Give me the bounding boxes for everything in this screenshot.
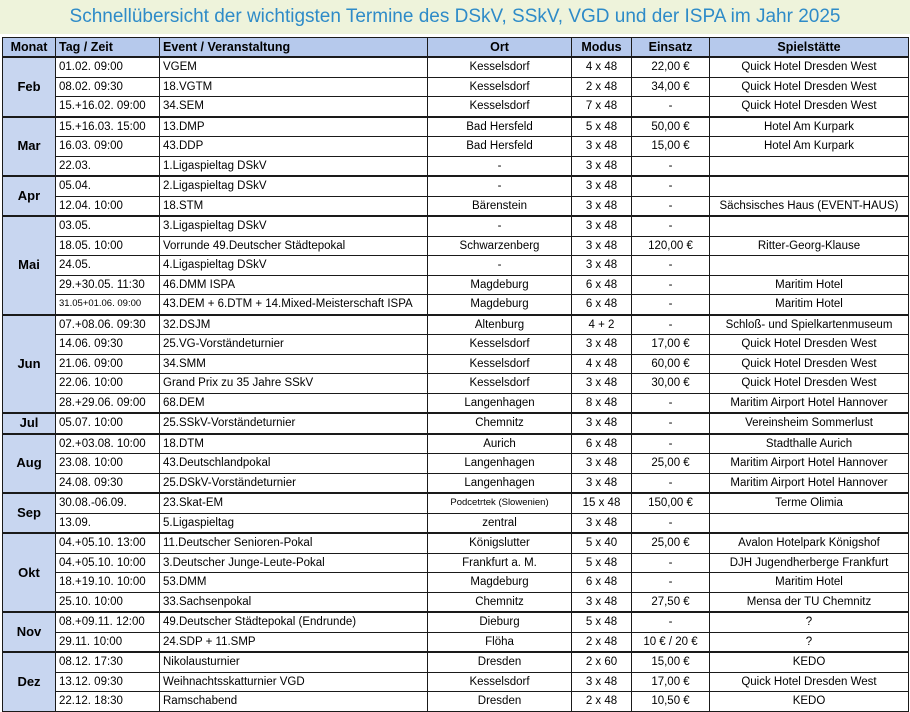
event-cell: 49.Deutscher Städtepokal (Endrunde) bbox=[160, 612, 428, 632]
table-row bbox=[3, 454, 909, 474]
fee-cell: - bbox=[632, 156, 710, 176]
place-cell: Kesselsdorf bbox=[428, 57, 572, 77]
fee-cell: - bbox=[632, 513, 710, 533]
venue-cell: Terme Olimia bbox=[710, 493, 909, 513]
month-cell: Dez bbox=[3, 652, 56, 711]
mode-cell: 6 x 48 bbox=[572, 434, 632, 454]
date-cell: 30.08.-06.09. bbox=[56, 493, 160, 513]
venue-cell: Quick Hotel Dresden West bbox=[710, 97, 909, 117]
event-cell: 2.Ligaspieltag DSkV bbox=[160, 176, 428, 196]
venue-cell: Quick Hotel Dresden West bbox=[710, 57, 909, 77]
mode-cell: 2 x 48 bbox=[572, 632, 632, 652]
venue-cell: Quick Hotel Dresden West bbox=[710, 374, 909, 394]
venue-cell: KEDO bbox=[710, 692, 909, 712]
event-cell: Ramschabend bbox=[160, 692, 428, 712]
header-place: Ort bbox=[428, 38, 572, 58]
table-row bbox=[3, 354, 909, 374]
table-row bbox=[3, 374, 909, 394]
mode-cell: 3 x 48 bbox=[572, 335, 632, 355]
table-row bbox=[3, 612, 909, 632]
venue-cell bbox=[710, 513, 909, 533]
date-cell: 13.12. 09:30 bbox=[56, 672, 160, 692]
event-cell: 32.DSJM bbox=[160, 315, 428, 335]
mode-cell: 4 x 48 bbox=[572, 57, 632, 77]
schedule-table bbox=[2, 37, 909, 712]
mode-cell: 3 x 48 bbox=[572, 176, 632, 196]
date-cell: 22.06. 10:00 bbox=[56, 374, 160, 394]
place-cell: Kesselsdorf bbox=[428, 354, 572, 374]
date-cell: 18.+19.10. 10:00 bbox=[56, 573, 160, 593]
mode-cell: 4 x 48 bbox=[572, 354, 632, 374]
table-row bbox=[3, 652, 909, 672]
table-row bbox=[3, 632, 909, 652]
fee-cell: - bbox=[632, 295, 710, 315]
date-cell: 12.04. 10:00 bbox=[56, 196, 160, 216]
month-cell: Okt bbox=[3, 533, 56, 612]
table-row bbox=[3, 156, 909, 176]
mode-cell: 5 x 48 bbox=[572, 612, 632, 632]
fee-cell: 25,00 € bbox=[632, 454, 710, 474]
fee-cell: 17,00 € bbox=[632, 335, 710, 355]
month-cell: Aug bbox=[3, 434, 56, 494]
place-cell: Chemnitz bbox=[428, 592, 572, 612]
mode-cell: 6 x 48 bbox=[572, 275, 632, 295]
table-row bbox=[3, 393, 909, 413]
table-row bbox=[3, 97, 909, 117]
fee-cell: 50,00 € bbox=[632, 117, 710, 137]
event-cell: 13.DMP bbox=[160, 117, 428, 137]
table-row bbox=[3, 493, 909, 513]
mode-cell: 2 x 48 bbox=[572, 77, 632, 97]
table-row bbox=[3, 77, 909, 97]
table-row bbox=[3, 533, 909, 553]
date-cell: 21.06. 09:00 bbox=[56, 354, 160, 374]
venue-cell: Maritim Hotel bbox=[710, 275, 909, 295]
venue-cell: Quick Hotel Dresden West bbox=[710, 354, 909, 374]
event-cell: 68.DEM bbox=[160, 393, 428, 413]
place-cell: Kesselsdorf bbox=[428, 672, 572, 692]
month-cell: Jul bbox=[3, 413, 56, 434]
mode-cell: 2 x 60 bbox=[572, 652, 632, 672]
table-row bbox=[3, 57, 909, 77]
fee-cell: 10,50 € bbox=[632, 692, 710, 712]
event-cell: 25.VG-Vorständeturnier bbox=[160, 335, 428, 355]
place-cell: Dresden bbox=[428, 652, 572, 672]
venue-cell: ? bbox=[710, 612, 909, 632]
place-cell: Kesselsdorf bbox=[428, 97, 572, 117]
mode-cell: 2 x 48 bbox=[572, 692, 632, 712]
event-cell: 25.SSkV-Vorständeturnier bbox=[160, 413, 428, 434]
event-cell: 33.Sachsenpokal bbox=[160, 592, 428, 612]
event-cell: 3.Deutscher Junge-Leute-Pokal bbox=[160, 553, 428, 573]
venue-cell: Maritim Hotel bbox=[710, 295, 909, 315]
place-cell: - bbox=[428, 156, 572, 176]
venue-cell: Avalon Hotelpark Königshof bbox=[710, 533, 909, 553]
fee-cell: - bbox=[632, 97, 710, 117]
table-row bbox=[3, 434, 909, 454]
month-cell: Nov bbox=[3, 612, 56, 652]
date-cell: 05.07. 10:00 bbox=[56, 413, 160, 434]
event-cell: VGEM bbox=[160, 57, 428, 77]
event-cell: 5.Ligaspieltag bbox=[160, 513, 428, 533]
table-row bbox=[3, 592, 909, 612]
fee-cell: - bbox=[632, 196, 710, 216]
table-row bbox=[3, 196, 909, 216]
event-cell: Nikolausturnier bbox=[160, 652, 428, 672]
fee-cell: 150,00 € bbox=[632, 493, 710, 513]
place-cell: Langenhagen bbox=[428, 473, 572, 493]
mode-cell: 3 x 48 bbox=[572, 216, 632, 236]
event-cell: 43.Deutschlandpokal bbox=[160, 454, 428, 474]
venue-cell: Quick Hotel Dresden West bbox=[710, 335, 909, 355]
fee-cell: 17,00 € bbox=[632, 672, 710, 692]
place-cell: Bad Hersfeld bbox=[428, 137, 572, 157]
place-cell: Kesselsdorf bbox=[428, 374, 572, 394]
date-cell: 08.02. 09:30 bbox=[56, 77, 160, 97]
place-cell: Königslutter bbox=[428, 533, 572, 553]
place-cell: Dresden bbox=[428, 692, 572, 712]
fee-cell: 15,00 € bbox=[632, 652, 710, 672]
event-cell: 3.Ligaspieltag DSkV bbox=[160, 216, 428, 236]
place-cell: Magdeburg bbox=[428, 295, 572, 315]
mode-cell: 3 x 48 bbox=[572, 592, 632, 612]
month-cell: Sep bbox=[3, 493, 56, 533]
fee-cell: - bbox=[632, 176, 710, 196]
mode-cell: 8 x 48 bbox=[572, 393, 632, 413]
table-row bbox=[3, 275, 909, 295]
fee-cell: 30,00 € bbox=[632, 374, 710, 394]
fee-cell: 15,00 € bbox=[632, 137, 710, 157]
header-fee: Einsatz bbox=[632, 38, 710, 58]
table-row bbox=[3, 117, 909, 137]
mode-cell: 3 x 48 bbox=[572, 413, 632, 434]
fee-cell: 34,00 € bbox=[632, 77, 710, 97]
place-cell: - bbox=[428, 256, 572, 276]
event-cell: 25.DSkV-Vorständeturnier bbox=[160, 473, 428, 493]
fee-cell: 27,50 € bbox=[632, 592, 710, 612]
fee-cell: 120,00 € bbox=[632, 236, 710, 256]
venue-cell: Stadthalle Aurich bbox=[710, 434, 909, 454]
event-cell: 18.STM bbox=[160, 196, 428, 216]
venue-cell: Maritim Airport Hotel Hannover bbox=[710, 454, 909, 474]
venue-cell: Maritim Hotel bbox=[710, 573, 909, 593]
mode-cell: 3 x 48 bbox=[572, 156, 632, 176]
table-row bbox=[3, 137, 909, 157]
date-cell: 18.05. 10:00 bbox=[56, 236, 160, 256]
date-cell: 02.+03.08. 10:00 bbox=[56, 434, 160, 454]
venue-cell: Sächsisches Haus (EVENT-HAUS) bbox=[710, 196, 909, 216]
fee-cell: - bbox=[632, 434, 710, 454]
fee-cell: - bbox=[632, 473, 710, 493]
table-row bbox=[3, 315, 909, 335]
venue-cell: Maritim Airport Hotel Hannover bbox=[710, 393, 909, 413]
month-cell: Jun bbox=[3, 315, 56, 414]
venue-cell: Ritter-Georg-Klause bbox=[710, 236, 909, 256]
event-cell: 34.SMM bbox=[160, 354, 428, 374]
place-cell: zentral bbox=[428, 513, 572, 533]
month-cell: Apr bbox=[3, 176, 56, 216]
venue-cell bbox=[710, 256, 909, 276]
place-cell: Aurich bbox=[428, 434, 572, 454]
date-cell: 24.08. 09:30 bbox=[56, 473, 160, 493]
header-month: Monat bbox=[3, 38, 56, 58]
place-cell: Altenburg bbox=[428, 315, 572, 335]
date-cell: 29.11. 10:00 bbox=[56, 632, 160, 652]
venue-cell: Quick Hotel Dresden West bbox=[710, 672, 909, 692]
event-cell: Vorrunde 49.Deutscher Städtepokal bbox=[160, 236, 428, 256]
event-cell: 18.VGTM bbox=[160, 77, 428, 97]
fee-cell: 60,00 € bbox=[632, 354, 710, 374]
month-cell: Mar bbox=[3, 117, 56, 177]
month-cell: Mai bbox=[3, 216, 56, 315]
mode-cell: 15 x 48 bbox=[572, 493, 632, 513]
venue-cell: Schloß- und Spielkartenmuseum bbox=[710, 315, 909, 335]
month-cell: Feb bbox=[3, 57, 56, 117]
fee-cell: - bbox=[632, 612, 710, 632]
fee-cell: - bbox=[632, 573, 710, 593]
place-cell: Flöha bbox=[428, 632, 572, 652]
place-cell: Magdeburg bbox=[428, 573, 572, 593]
event-cell: 24.SDP + 11.SMP bbox=[160, 632, 428, 652]
mode-cell: 3 x 48 bbox=[572, 236, 632, 256]
venue-cell: ? bbox=[710, 632, 909, 652]
venue-cell: DJH Jugendherberge Frankfurt bbox=[710, 553, 909, 573]
date-cell: 28.+29.06. 09:00 bbox=[56, 393, 160, 413]
date-cell: 16.03. 09:00 bbox=[56, 137, 160, 157]
venue-cell: Hotel Am Kurpark bbox=[710, 137, 909, 157]
mode-cell: 6 x 48 bbox=[572, 295, 632, 315]
date-cell: 31.05+01.06. 09:00 bbox=[56, 295, 160, 315]
place-cell: Schwarzenberg bbox=[428, 236, 572, 256]
fee-cell: 10 € / 20 € bbox=[632, 632, 710, 652]
venue-cell: Mensa der TU Chemnitz bbox=[710, 592, 909, 612]
place-cell: Magdeburg bbox=[428, 275, 572, 295]
place-cell: Chemnitz bbox=[428, 413, 572, 434]
fee-cell: - bbox=[632, 275, 710, 295]
place-cell: Frankfurt a. M. bbox=[428, 553, 572, 573]
date-cell: 22.12. 18:30 bbox=[56, 692, 160, 712]
fee-cell: - bbox=[632, 216, 710, 236]
venue-cell: Vereinsheim Sommerlust bbox=[710, 413, 909, 434]
event-cell: 4.Ligaspieltag DSkV bbox=[160, 256, 428, 276]
mode-cell: 5 x 48 bbox=[572, 117, 632, 137]
fee-cell: - bbox=[632, 393, 710, 413]
header-event: Event / Veranstaltung bbox=[160, 38, 428, 58]
mode-cell: 4 + 2 bbox=[572, 315, 632, 335]
date-cell: 03.05. bbox=[56, 216, 160, 236]
date-cell: 04.+05.10. 13:00 bbox=[56, 533, 160, 553]
mode-cell: 5 x 40 bbox=[572, 533, 632, 553]
event-cell: 11.Deutscher Senioren-Pokal bbox=[160, 533, 428, 553]
date-cell: 25.10. 10:00 bbox=[56, 592, 160, 612]
date-cell: 01.02. 09:00 bbox=[56, 57, 160, 77]
event-cell: 23.Skat-EM bbox=[160, 493, 428, 513]
place-cell: Kesselsdorf bbox=[428, 77, 572, 97]
date-cell: 04.+05.10. 10:00 bbox=[56, 553, 160, 573]
mode-cell: 7 x 48 bbox=[572, 97, 632, 117]
event-cell: 53.DMM bbox=[160, 573, 428, 593]
page-title: Schnellübersicht der wichtigsten Termine des DSkV, SSkV, VGD und der ISPA im Jahr 2025 bbox=[0, 0, 910, 34]
date-cell: 29.+30.05. 11:30 bbox=[56, 275, 160, 295]
venue-cell: Quick Hotel Dresden West bbox=[710, 77, 909, 97]
event-cell: Weihnachtsskatturnier VGD bbox=[160, 672, 428, 692]
mode-cell: 6 x 48 bbox=[572, 573, 632, 593]
mode-cell: 3 x 48 bbox=[572, 256, 632, 276]
venue-cell: Maritim Airport Hotel Hannover bbox=[710, 473, 909, 493]
mode-cell: 3 x 48 bbox=[572, 513, 632, 533]
table-row bbox=[3, 553, 909, 573]
date-cell: 24.05. bbox=[56, 256, 160, 276]
table-row bbox=[3, 413, 909, 434]
header-venue: Spielstätte bbox=[710, 38, 909, 58]
venue-cell bbox=[710, 156, 909, 176]
place-cell: Langenhagen bbox=[428, 393, 572, 413]
date-cell: 22.03. bbox=[56, 156, 160, 176]
place-cell: Kesselsdorf bbox=[428, 335, 572, 355]
place-cell: - bbox=[428, 176, 572, 196]
fee-cell: 22,00 € bbox=[632, 57, 710, 77]
place-cell: Bärenstein bbox=[428, 196, 572, 216]
mode-cell: 3 x 48 bbox=[572, 196, 632, 216]
table-row bbox=[3, 295, 909, 315]
event-cell: 43.DDP bbox=[160, 137, 428, 157]
date-cell: 23.08. 10:00 bbox=[56, 454, 160, 474]
place-cell: Langenhagen bbox=[428, 454, 572, 474]
mode-cell: 5 x 48 bbox=[572, 553, 632, 573]
date-cell: 14.06. 09:30 bbox=[56, 335, 160, 355]
event-cell: 1.Ligaspieltag DSkV bbox=[160, 156, 428, 176]
table-row bbox=[3, 176, 909, 196]
table-row bbox=[3, 335, 909, 355]
place-cell: Bad Hersfeld bbox=[428, 117, 572, 137]
table-row bbox=[3, 692, 909, 712]
date-cell: 13.09. bbox=[56, 513, 160, 533]
event-cell: 18.DTM bbox=[160, 434, 428, 454]
date-cell: 07.+08.06. 09:30 bbox=[56, 315, 160, 335]
fee-cell: 25,00 € bbox=[632, 533, 710, 553]
table-row bbox=[3, 672, 909, 692]
event-cell: 46.DMM ISPA bbox=[160, 275, 428, 295]
table-row bbox=[3, 473, 909, 493]
date-cell: 05.04. bbox=[56, 176, 160, 196]
date-cell: 08.+09.11. 12:00 bbox=[56, 612, 160, 632]
fee-cell: - bbox=[632, 315, 710, 335]
table-header-row bbox=[3, 38, 909, 58]
table-row bbox=[3, 216, 909, 236]
fee-cell: - bbox=[632, 413, 710, 434]
venue-cell bbox=[710, 216, 909, 236]
mode-cell: 3 x 48 bbox=[572, 454, 632, 474]
venue-cell bbox=[710, 176, 909, 196]
mode-cell: 3 x 48 bbox=[572, 374, 632, 394]
venue-cell: Hotel Am Kurpark bbox=[710, 117, 909, 137]
table-row bbox=[3, 513, 909, 533]
date-cell: 15.+16.02. 09:00 bbox=[56, 97, 160, 117]
header-date: Tag / Zeit bbox=[56, 38, 160, 58]
event-cell: 43.DEM + 6.DTM + 14.Mixed-Meisterschaft ISPA bbox=[160, 295, 428, 315]
place-cell: Dieburg bbox=[428, 612, 572, 632]
fee-cell: - bbox=[632, 256, 710, 276]
event-cell: Grand Prix zu 35 Jahre SSkV bbox=[160, 374, 428, 394]
fee-cell: - bbox=[632, 553, 710, 573]
table-row bbox=[3, 573, 909, 593]
header-mode: Modus bbox=[572, 38, 632, 58]
mode-cell: 3 x 48 bbox=[572, 137, 632, 157]
schedule-body bbox=[3, 57, 909, 711]
date-cell: 08.12. 17:30 bbox=[56, 652, 160, 672]
table-row bbox=[3, 256, 909, 276]
event-cell: 34.SEM bbox=[160, 97, 428, 117]
place-cell: Podcetrtek (Slowenien) bbox=[428, 493, 572, 513]
mode-cell: 3 x 48 bbox=[572, 672, 632, 692]
venue-cell: KEDO bbox=[710, 652, 909, 672]
table-row bbox=[3, 236, 909, 256]
mode-cell: 3 x 48 bbox=[572, 473, 632, 493]
place-cell: - bbox=[428, 216, 572, 236]
date-cell: 15.+16.03. 15:00 bbox=[56, 117, 160, 137]
